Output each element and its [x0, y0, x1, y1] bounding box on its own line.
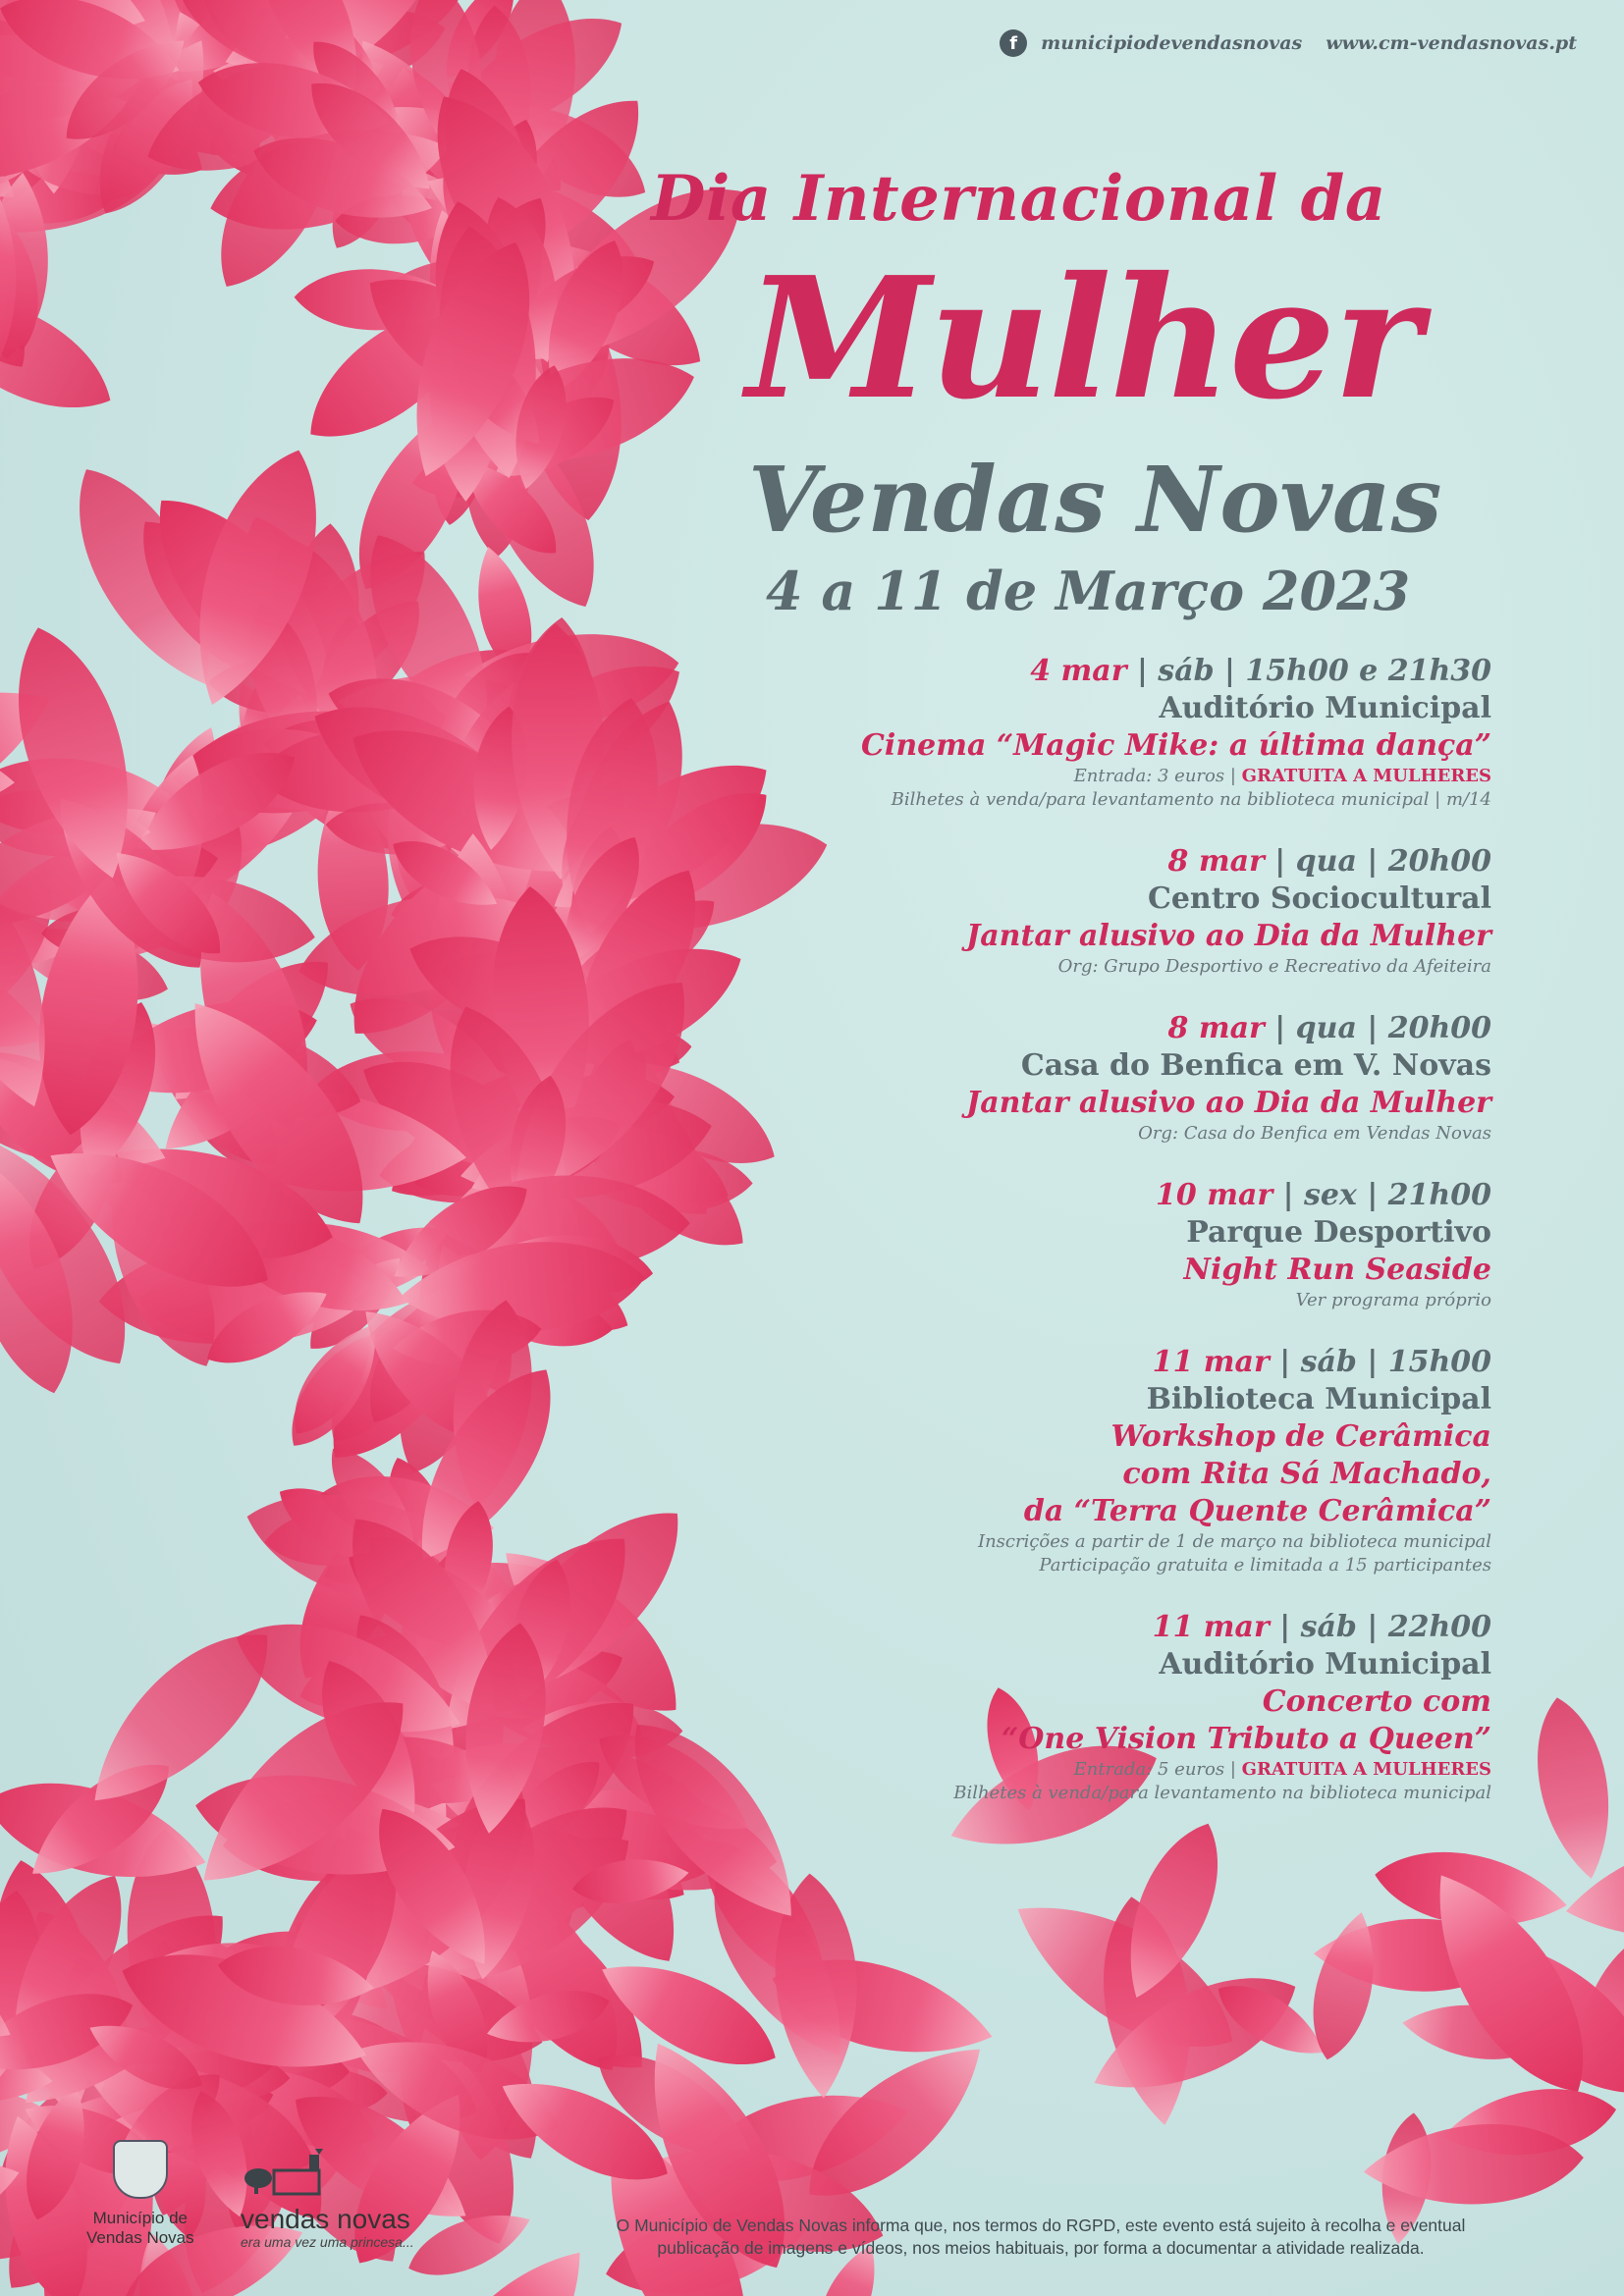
- event-free-badge: GRATUITA A MULHERES: [1241, 1759, 1491, 1780]
- event-venue: Casa do Benfica em V. Novas: [1020, 1048, 1491, 1083]
- website-link[interactable]: www.cm-vendasnovas.pt: [1326, 32, 1577, 54]
- event-free-badge: GRATUITA A MULHERES: [1241, 766, 1491, 786]
- event-title: da “Terra Quente Cerâmica”: [1023, 1494, 1491, 1528]
- municipio-logo-line1: Município de: [92, 2209, 189, 2227]
- event-title: com Rita Sá Machado,: [1122, 1457, 1491, 1491]
- event-item: [608, 843, 1491, 979]
- brand-tagline: era uma vez uma princesa...: [241, 2234, 414, 2250]
- title-vendas-novas: Vendas Novas: [748, 447, 1442, 553]
- event-note: Inscrições a partir de 1 de março na biblioteca municipal: [977, 1531, 1491, 1552]
- title-dates: 4 a 11 de Março 2023: [766, 560, 1411, 622]
- event-title: Jantar alusivo ao Dia da Mulher: [966, 919, 1491, 953]
- rgpd-disclaimer: [550, 2215, 1532, 2260]
- event-when: [608, 653, 1491, 690]
- event-date: 10 mar: [1156, 1178, 1273, 1212]
- event-price-text: Entrada: 3 euros |: [1073, 766, 1242, 786]
- petal: [1525, 1691, 1624, 1885]
- event-title: Jantar alusivo ao Dia da Mulher: [966, 1086, 1491, 1120]
- event-date: 11 mar: [1152, 1610, 1270, 1644]
- event-price: [608, 1758, 1491, 1782]
- event-when: [608, 1609, 1491, 1646]
- municipio-logo: [86, 2140, 194, 2248]
- event-day-time: | qua | 20h00: [1264, 844, 1491, 879]
- facebook-handle[interactable]: municipiodevendasnovas: [1041, 32, 1303, 54]
- event-day-time: | sex | 21h00: [1272, 1178, 1491, 1212]
- municipio-logo-line2: Vendas Novas: [86, 2228, 194, 2247]
- event-when: [608, 1177, 1491, 1214]
- event-venue: Biblioteca Municipal: [1146, 1382, 1491, 1416]
- event-price: [608, 765, 1491, 788]
- event-day-time: | sáb | 15h00: [1269, 1345, 1491, 1379]
- event-price-text: Entrada: 5 euros |: [1073, 1759, 1242, 1780]
- disclaimer-line1: O Município de Vendas Novas informa que, nos termos do RGPD, este evento está sujeito à recolha e eventual: [616, 2216, 1466, 2235]
- event-note: Bilhetes à venda/para levantamento na biblioteca municipal: [953, 1783, 1491, 1803]
- event-item: [608, 1344, 1491, 1577]
- event-venue: Auditório Municipal: [1159, 1647, 1491, 1682]
- vendas-novas-brand-logo: [241, 2145, 414, 2250]
- event-title: Cinema “Magic Mike: a última dança”: [861, 728, 1491, 763]
- event-venue: Auditório Municipal: [1159, 691, 1491, 725]
- event-title: Concerto com: [1262, 1684, 1491, 1719]
- event-when: [608, 843, 1491, 881]
- event-day-time: | sáb | 22h00: [1269, 1610, 1491, 1644]
- title-mulher: Mulher: [746, 240, 1420, 437]
- event-note: Ver programa próprio: [1295, 1290, 1491, 1310]
- event-when: [608, 1344, 1491, 1381]
- event-item: [608, 1609, 1491, 1805]
- facebook-icon[interactable]: f: [1000, 29, 1027, 57]
- coat-of-arms-icon: [113, 2140, 168, 2199]
- event-day-time: | sáb | 15h00 e 21h30: [1126, 654, 1491, 688]
- event-day-time: | qua | 20h00: [1264, 1011, 1491, 1045]
- event-venue: Centro Sociocultural: [1147, 881, 1491, 916]
- events-list: [608, 653, 1491, 1837]
- event-note: Org: Casa do Benfica em Vendas Novas: [1138, 1123, 1491, 1144]
- event-title: Workshop de Cerâmica: [1110, 1419, 1491, 1454]
- event-title: “One Vision Tributo a Queen”: [1001, 1722, 1491, 1756]
- event-title: Night Run Seaside: [1183, 1253, 1491, 1287]
- palace-icon: [241, 2145, 349, 2196]
- event-note: Bilhetes à venda/para levantamento na biblioteca municipal | m/14: [891, 789, 1491, 810]
- event-note: Participação gratuita e limitada a 15 participantes: [1039, 1555, 1491, 1575]
- title-line1: Dia Internacional da: [651, 162, 1386, 236]
- event-item: [608, 1010, 1491, 1146]
- event-item: [608, 653, 1491, 812]
- event-item: [608, 1177, 1491, 1312]
- brand-name: vendas novas: [241, 2204, 410, 2234]
- event-note: Org: Grupo Desportivo e Recreativo da Afeiteira: [1057, 956, 1491, 977]
- event-date: 4 mar: [1030, 654, 1127, 688]
- event-date: 8 mar: [1167, 844, 1265, 879]
- header-social: [1000, 29, 1577, 57]
- disclaimer-line2: publicação de imagens e vídeos, nos meios habituais, por forma a documentar a atividade realizada.: [657, 2238, 1425, 2258]
- event-date: 8 mar: [1167, 1011, 1265, 1045]
- event-date: 11 mar: [1152, 1345, 1270, 1379]
- event-venue: Parque Desportivo: [1186, 1215, 1491, 1250]
- event-when: [608, 1010, 1491, 1047]
